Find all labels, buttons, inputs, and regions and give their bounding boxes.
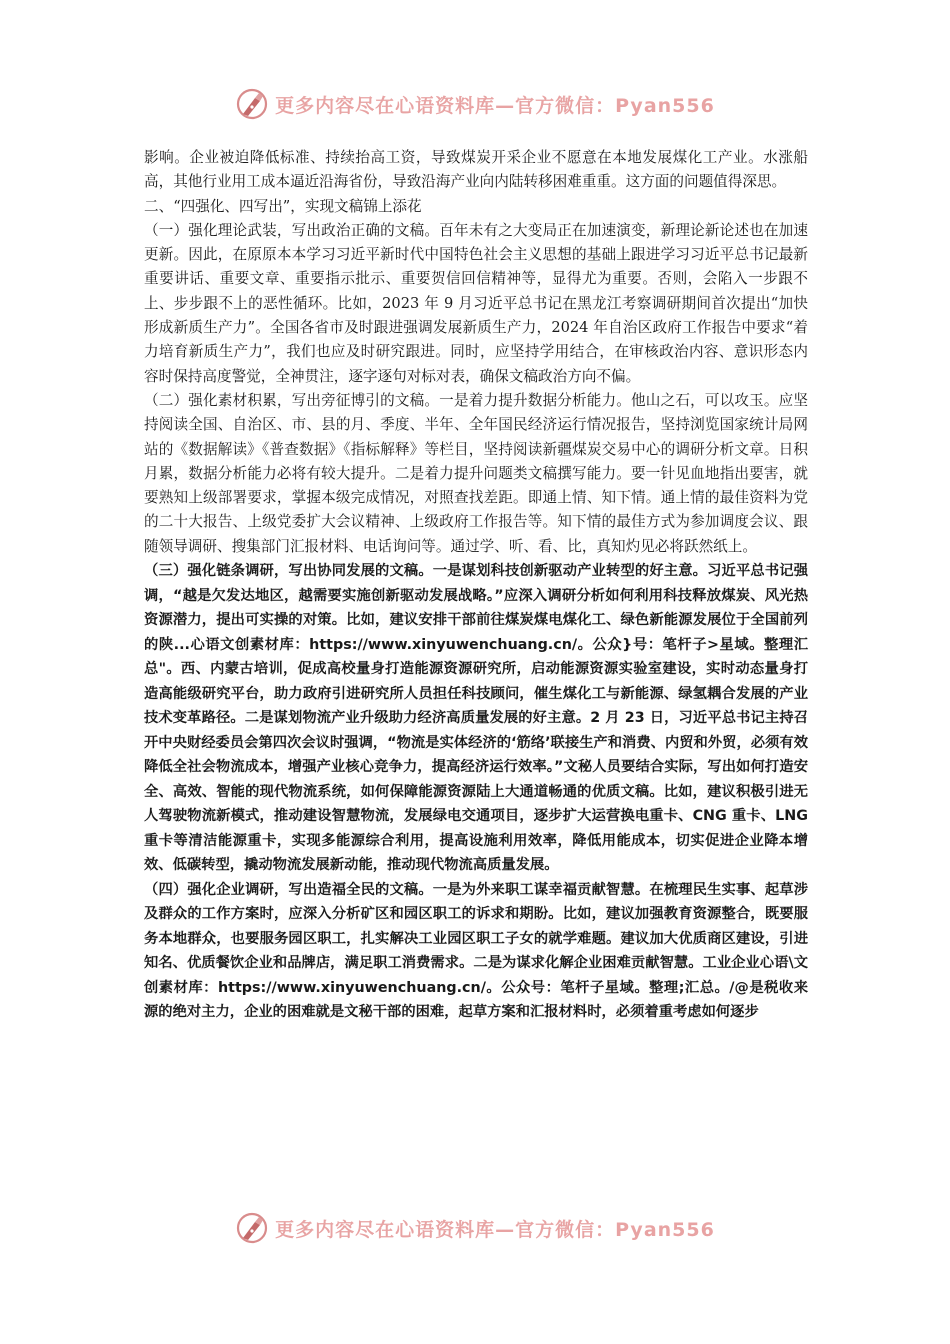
document-body bbox=[144, 146, 808, 1025]
header-banner bbox=[0, 84, 950, 124]
paragraph-chain-research: （三）强化链条调研，写出协同发展的文稿。一是谋划科技创新驱动产业转型的好主意。习近平总书记强调，“越是欠发达地区，越需要实施创新驱动发展战略。”应深入调研分析如何利用科技释放煤炭、风光热资源潜力，提出可实操的对策。比如，建议安排干部前往煤炭煤电煤化工、绿色新能源发展位于全国前列的陕...心语文创素材库：https://www.xinyuwenchuang.cn/。公众}号：笔杆子>星域。整理汇总"。西、内蒙古培训，促成高校量身打造能源资源研究所，启动能源资源实验室建设，实时动态量身打造高能级研究平台，助力政府引进研究所人员担任科技顾问，催生煤化工与新能源、绿氢耦合发展的产业技术变革路径。二是谋划物流产业升级助力经济高质量发展的好主意。2 月 23 日，习近平总书记主持召开中央财经委员会第四次会议时强调，“物流是实体经济的‘筋络’联接生产和消费、内贸和外贸，必须有效降低全社会物流成本，增强产业核心竞争力，提高经济运行效率。”文秘人员要结合实际，写出如何打造安全、高效、智能的现代物流系统，如何保障能源资源陆上大通道畅通的优质文稿。比如，建议积极引进无人驾驶物流新模式，推动建设智慧物流，发展绿电交通项目，逐步扩大运营换电重卡、CNG 重卡、LNG 重卡等清洁能源重卡，实现多能源综合利用，提高设施利用效率，降低用能成本，切实促进企业降本增效、低碳转型，撬动物流发展新动能，推动现代物流高质量发展。 bbox=[144, 563, 808, 874]
section-heading: 二、“四强化、四写出”，实现文稿锦上添花 bbox=[144, 197, 422, 215]
pen-nib-logo-icon bbox=[235, 1211, 269, 1245]
footer-banner bbox=[0, 1208, 950, 1248]
pen-nib-logo-icon bbox=[235, 87, 269, 121]
paragraph-intro-continuation: 影响。企业被迫降低标准、持续抬高工资，导致煤炭开采企业不愿意在本地发展煤化工产业。水涨船高，其他行业用工成本逼近沿海省份，导致沿海产业向内陆转移困难重重。这方面的问题值得深思。 bbox=[144, 149, 808, 191]
paragraph-materials: （二）强化素材积累，写出旁征博引的文稿。一是着力提升数据分析能力。他山之石，可以攻玉。应坚持阅读全国、自治区、市、县的月、季度、半年、全年国民经济运行情况报告，坚持浏览国家统计局网站的《数据解读》《普查数据》《指标解释》等栏目，坚持阅读新疆煤炭交易中心的调研分析文章。日积月累，数据分析能力必将有较大提升。二是着力提升问题类文稿撰写能力。要一针见血地指出要害，就要熟知上级部署要求，掌握本级完成情况，对照查找差距。即通上情、知下情。通上情的最佳资料为党的二十大报告、上级党委扩大会议精神、上级政府工作报告等。知下情的最佳方式为参加调度会议、跟随领导调研、搜集部门汇报材料、电话询问等。通过学、听、看、比，真知灼见必将跃然纸上。 bbox=[144, 391, 808, 555]
paragraph-theory: （一）强化理论武装，写出政治正确的文稿。百年未有之大变局正在加速演变，新理论新论述也在加速更新。因此，在原原本本学习习近平新时代中国特色社会主义思想的基础上跟进学习习近平总书记最新重要讲话、重要文章、重要指示批示、重要贺信回信精神等，显得尤为重要。否则，会陷入一步跟不上、步步跟不上的恶性循环。比如，2023 年 9 月习近平总书记在黑龙江考察调研期间首次提出“加快形成新质生产力”。全国各省市及时跟进强调发展新质生产力，2024 年自治区政府工作报告中要求“着力培育新质生产力”，我们也应及时研究跟进。同时，应坚持学用结合，在审核政治内容、意识形态内容时保持高度警觉，全神贯注，逐字逐句对标对表，确保文稿政治方向不偏。 bbox=[144, 221, 808, 385]
banner-text: 更多内容尽在心语资料库—官方微信：Pyan556 bbox=[275, 1218, 715, 1241]
paragraph-enterprise-research: （四）强化企业调研，写出造福全民的文稿。一是为外来职工谋幸福贡献智慧。在梳理民生实事、起草涉及群众的工作方案时，应深入分析矿区和园区职工的诉求和期盼。比如，建议加强教育资源整合，既要服务本地群众，也要服务园区职工，扎实解决工业园区职工子女的就学难题。建议加大优质商区建设，引进知名、优质餐饮企业和品牌店，满足职工消费需求。二是为谋求化解企业困难贡献智慧。工业企业心语\文创素材库：https://www.xinyuwenchuang.cn/。公众号：笔杆子星域。整理;汇总。/@是税收来源的绝对主力，企业的困难就是文秘干部的困难，起草方案和汇报材料时，必须着重考虑如何逐步 bbox=[144, 881, 808, 1021]
banner-text: 更多内容尽在心语资料库—官方微信：Pyan556 bbox=[275, 94, 715, 117]
